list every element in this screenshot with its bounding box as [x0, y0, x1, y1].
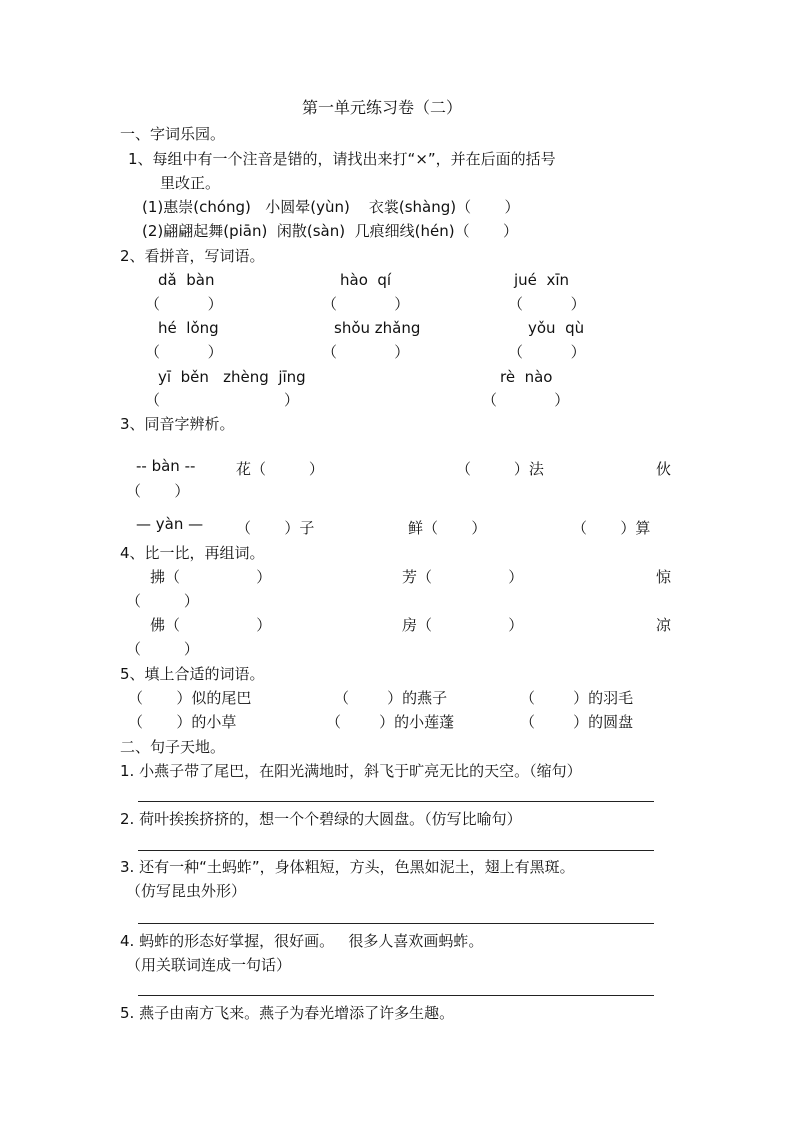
sentence-2: 2. 荷叶挨挨挤挤的，想一个个碧绿的大圆盘。（仿写比喻句）: [120, 810, 522, 828]
q3-yan-item: 鲜（ ）: [408, 519, 487, 537]
q1-row1: (1)惠崇(chóng) 小圆晕(yùn) 衣裳(shàng)（ ）: [142, 198, 520, 216]
answer-line: [138, 801, 654, 802]
q2-pinyin-shouzhang: shǒu zhǎng: [334, 319, 421, 337]
sentence-3-instruction: （仿写昆虫外形）: [126, 882, 247, 900]
q4-row1-item: 惊: [656, 568, 672, 586]
q2-bracket: （ ）: [322, 343, 410, 361]
q4-row2-wrap: （ ）: [126, 640, 199, 658]
q2-pinyin-youqu: yǒu qù: [528, 319, 585, 337]
q4-row1-item: 芳（ ）: [402, 568, 524, 586]
q4-row1-wrap: （ ）: [126, 592, 199, 610]
q2-bracket: （ ）: [145, 343, 223, 361]
q2-bracket: （ ）: [145, 391, 299, 409]
q3-ban-item: （ ）法: [456, 460, 544, 478]
section2-heading: 二、句子天地。: [120, 738, 226, 756]
section1-heading: 一、字词乐园。: [120, 125, 226, 143]
q2-heading: 2、看拼音，写词语。: [120, 247, 265, 265]
q3-ban-item: 伙: [656, 460, 672, 478]
sentence-1: 1. 小燕子带了尾巴，在阳光满地时，斜飞于旷亮无比的天空。（缩句）: [120, 762, 582, 780]
q1-instruction-line1: 1、每组中有一个注音是错的，请找出来打“×”，并在后面的括号: [128, 150, 556, 168]
answer-line: [138, 995, 654, 996]
q2-pinyin-haoqi: hào qí: [340, 271, 392, 289]
answer-line: [138, 850, 654, 851]
q5-item: （ ）的小草: [128, 713, 237, 731]
sentence-5: 5. 燕子由南方飞来。燕子为春光增添了许多生趣。: [120, 1004, 455, 1022]
q2-pinyin-juexin: jué xīn: [514, 271, 569, 289]
q1-row2: (2)翩翩起舞(piān) 闲散(sàn) 几痕细线(hén)（ ）: [142, 222, 518, 240]
q2-bracket: （ ）: [508, 343, 586, 361]
q1-instruction-line2: 里改正。: [160, 174, 221, 192]
q3-heading: 3、同音字辨析。: [120, 415, 235, 433]
q4-heading: 4、比一比，再组词。: [120, 544, 265, 562]
q3-ban-wrap: （ ）: [126, 482, 190, 500]
q3-yan-item: （ ）子: [236, 519, 315, 537]
sentence-4: 4. 蚂蚱的形态好掌握，很好画。 很多人喜欢画蚂蚱。: [120, 932, 484, 950]
q4-row2-item: 凉: [656, 616, 672, 634]
q2-bracket: （ ）: [145, 295, 223, 313]
q2-bracket: （ ）: [482, 391, 570, 409]
q2-pinyin-helong: hé lǒng: [158, 319, 219, 337]
worksheet-title: 第一单元练习卷（二）: [302, 98, 463, 117]
sentence-3: 3. 还有一种“土蚂蚱”，身体粗短，方头，色黑如泥土，翅上有黑斑。: [120, 858, 575, 876]
q2-pinyin-yibenzhengjing: yī běn zhèng jīng: [158, 368, 306, 386]
sentence-4-instruction: （用关联词连成一句话）: [126, 956, 292, 974]
q4-row2-item: 房（ ）: [402, 616, 524, 634]
q4-row2-item: 佛（ ）: [150, 616, 272, 634]
q5-item: （ ）的羽毛: [520, 689, 634, 707]
q5-item: （ ）似的尾巴: [128, 689, 252, 707]
q3-yan-item: （ ）算: [572, 519, 651, 537]
q2-bracket: （ ）: [508, 295, 586, 313]
q5-heading: 5、填上合适的词语。: [120, 665, 265, 683]
q5-item: （ ）的小莲蓬: [326, 713, 455, 731]
q5-item: （ ）的圆盘: [520, 713, 634, 731]
q2-pinyin-renao: rè nào: [500, 368, 553, 386]
q3-ban-item: 花（ ）: [236, 460, 324, 478]
q2-bracket: （ ）: [322, 295, 410, 313]
q3-ban-label: -- bàn --: [136, 457, 196, 475]
q4-row1-item: 拂（ ）: [150, 568, 272, 586]
q3-yan-label: — yàn —: [136, 515, 204, 533]
q5-item: （ ）的燕子: [334, 689, 448, 707]
q2-pinyin-daban: dǎ bàn: [158, 271, 215, 289]
answer-line: [138, 923, 654, 924]
